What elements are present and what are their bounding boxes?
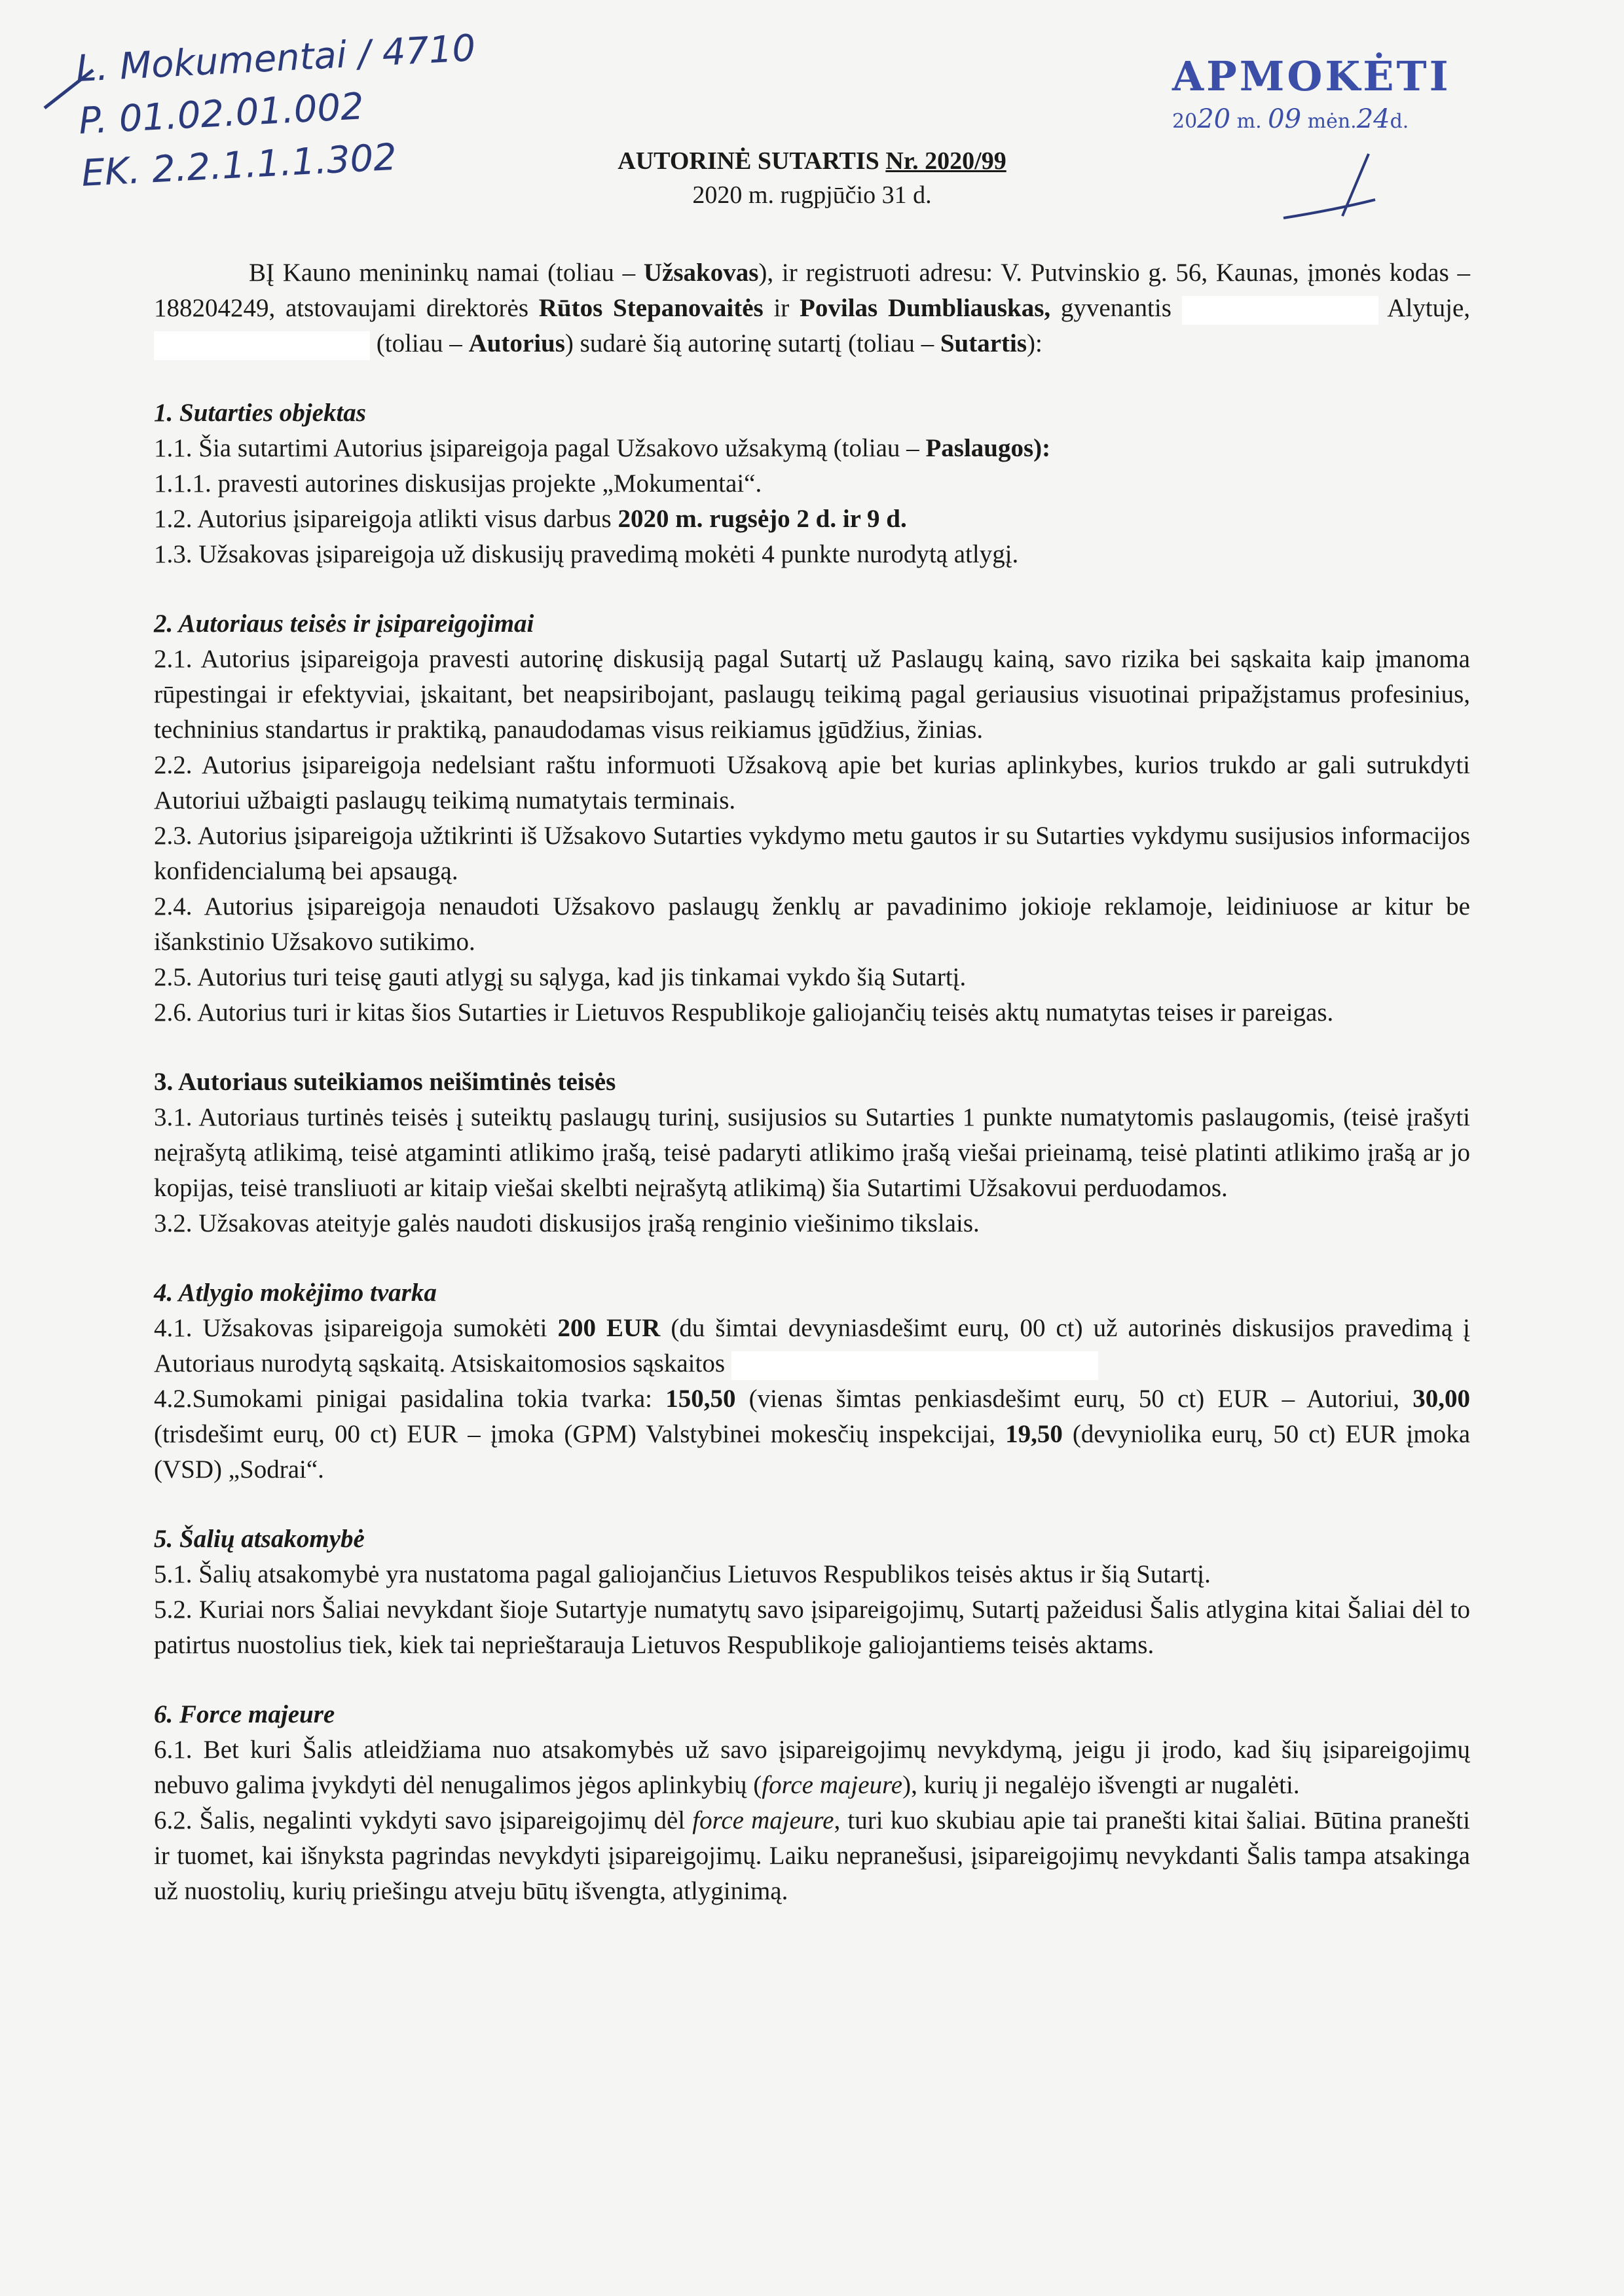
- section-1-title: 1. Sutarties objektas: [154, 399, 366, 427]
- intro-text-3: ir: [763, 294, 800, 322]
- contract-title-prefix: AUTORINĖ SUTARTIS: [618, 147, 886, 175]
- stamp-d-label: d.: [1390, 110, 1409, 133]
- clause-2-1: 2.1. Autorius įsipareigoja pravesti autorinę diskusiją pagal Sutartį už Paslaugų kainą, savo rizika bei sąskaita kaip įmanoma rūpestingai ir efektyviai, įskaitant, bet neapsiribojant, paslaugų teikimą pagal geriausius visuotinai pripažįstamus profesinius, techninius standartus ir praktiką, panaudodamas visus reikiamus įgūdžius, žinias.: [154, 645, 1470, 744]
- intro-text-2: ), ir registruoti adresu: V. Putvinskio g. 56, Kaunas, įmonės kodas – 188204249, atstovaujami direktorės: [154, 259, 1470, 322]
- pen-stroke-icon: [39, 62, 98, 115]
- contract-number: Nr. 2020/99: [885, 147, 1006, 175]
- intro-director: Rūtos Stepanovaitės: [538, 294, 764, 322]
- clause-6-2: [154, 1803, 1470, 1909]
- intro-autorius: Autorius: [468, 329, 565, 357]
- clause-4-2-vsd-amount: 19,50: [1005, 1420, 1063, 1448]
- redacted-address-2: [154, 331, 370, 360]
- redacted-address-1: [1182, 296, 1378, 325]
- stamp-m-label: m.: [1236, 110, 1262, 133]
- clause-4-2-text: 4.2.Sumokami pinigai pasidalina tokia tvarka:: [154, 1385, 666, 1413]
- contract-header: [0, 144, 1624, 212]
- clause-4-2: [154, 1381, 1470, 1487]
- clause-2-4: 2.4. Autorius įsipareigoja nenaudoti Užsakovo paslaugų ženklų ar pavadinimo jokioje reklamoje, leidiniuose ar kitur be išankstinio Užsakovo sutikimo.: [154, 892, 1470, 956]
- clause-6-1-italic: force majeure: [762, 1771, 903, 1799]
- clause-4-1-text-2: (du šimtai devyniasdešimt eurų, 00 ct) už autorinės diskusijos pravedimą į Autoriaus nurodytą sąskaitą. Atsiskaitomosios sąskaitos: [154, 1314, 1470, 1377]
- intro-author: Povilas Dumbliauskas,: [800, 294, 1051, 322]
- handwritten-line-2: P. 01.02.01.002: [77, 85, 365, 143]
- intro-text-5: Alytuje,: [1387, 294, 1471, 322]
- clause-6-2-italic: force majeure: [692, 1806, 834, 1834]
- section-4-title: 4. Atlygio mokėjimo tvarka: [154, 1279, 437, 1307]
- clause-4-1: [154, 1311, 1470, 1381]
- clause-2-6: 2.6. Autorius turi ir kitas šios Sutarties ir Lietuvos Respublikoje galiojančių teisės aktų numatytas teises ir pareigas.: [154, 998, 1334, 1027]
- intro-sutartis: Sutartis: [940, 329, 1027, 357]
- stamp-label: APMOKĖTI: [1172, 52, 1451, 100]
- clause-6-2-text-2: , turi kuo skubiau apie tai pranešti kitai šaliai. Būtina pranešti ir tuomet, kai išnyksta pagrindas nevykdyti įsipareigojimų. Laiku nepranešusi, įsipareigojimų nevykdanti Šalis tampa atsakinga už nuostolių, kurių priešingu atveju būtų išvengta, atlyginimą.: [154, 1806, 1470, 1905]
- contract-body: [154, 255, 1470, 1909]
- section-6-title: 6. Force majeure: [154, 1700, 335, 1728]
- clause-4-2-author-amount: 150,50: [665, 1385, 736, 1413]
- stamp-date: [1172, 104, 1447, 134]
- intro-text-1: BĮ Kauno menininkų namai (toliau –: [249, 259, 644, 287]
- intro-text-4: gyvenantis: [1050, 294, 1172, 322]
- clause-4-2-text-2: (vienas šimtas penkiasdešimt eurų, 50 ct) EUR – Autoriui,: [735, 1385, 1413, 1413]
- contract-date: 2020 m. rugpjūčio 31 d.: [692, 181, 932, 209]
- clause-1-3: 1.3. Užsakovas įsipareigoja už diskusijų pravedimą mokėti 4 punkte nurodytą atlygį.: [154, 540, 1019, 568]
- clause-2-5: 2.5. Autorius turi teisę gauti atlygį su sąlyga, kad jis tinkamai vykdo šią Sutartį.: [154, 963, 967, 991]
- clause-4-1-text: 4.1. Užsakovas įsipareigoja sumokėti: [154, 1314, 558, 1342]
- intro-text-7: ) sudarė šią autorinę sutartį (toliau –: [564, 329, 940, 357]
- redacted-account: [731, 1351, 1098, 1380]
- stamp-month-hw: 09: [1268, 104, 1302, 134]
- stamp-day-hw: 24: [1356, 104, 1390, 134]
- stamp-year-hw: 20: [1197, 104, 1231, 134]
- clause-5-2: 5.2. Kuriai nors Šaliai nevykdant šioje Sutartyje numatytų savo įsipareigojimų, Sutartį pažeidusi Šalis atlygina kitai Šaliai dėl to patirtus nuostolius tiek, kiek tai neprieštarauja Lietuvos Respublikoje galiojantiems teisės aktams.: [154, 1595, 1470, 1659]
- section-2-title: 2. Autoriaus teisės ir įsipareigojimai: [154, 610, 534, 638]
- clause-3-1: 3.1. Autoriaus turtinės teisės į suteiktų paslaugų turinį, susijusios su Sutarties 1 punkte numatytomis paslaugomis, (teisė įrašyti neįrašytą atlikimą, teisė atgaminti atlikimo įrašą, teisė padaryti atlikimo įrašą viešai prieinamą, teisė platinti atlikimo įrašą ar jo kopijas, teisė transliuoti ar kitaip viešai skelbti neįrašytą atlikimą) šia Sutartimi Užsakovui perduodamos.: [154, 1103, 1470, 1202]
- clause-1-1-1: 1.1.1. pravesti autorines diskusijas projekte „Mokumentai“.: [154, 469, 762, 498]
- intro-text-8: ):: [1027, 329, 1043, 357]
- stamp-men-label: mėn.: [1307, 110, 1357, 133]
- payment-stamp: [1172, 52, 1451, 134]
- clause-6-1: [154, 1732, 1470, 1803]
- clause-1-2-bold: 2020 m. rugsėjo 2 d. ir 9 d.: [618, 505, 907, 533]
- clause-6-1-text-2: ), kurių ji negalėjo išvengti ar nugalėti.: [902, 1771, 1300, 1799]
- clause-1-2: [154, 501, 1470, 537]
- clause-6-1-text: 6.1. Bet kuri Šalis atleidžiama nuo atsakomybės už savo įsipareigojimų nevykdymą, jeigu ji įrodo, kad šių įsipareigojimų nebuvo galima įvykdyti dėl nenugalimos jėgos aplinkybių (: [154, 1736, 1470, 1799]
- clause-2-3: 2.3. Autorius įsipareigoja užtikrinti iš Užsakovo Sutarties vykdymo metu gautos ir su Sutarties vykdymu susijusios informacijos konfidencialumą bei apsaugą.: [154, 822, 1470, 885]
- clause-1-2-text: 1.2. Autorius įsipareigoja atlikti visus darbus: [154, 505, 618, 533]
- clause-3-2: 3.2. Užsakovas ateityje galės naudoti diskusijos įrašą renginio viešinimo tikslais.: [154, 1209, 980, 1237]
- clause-4-2-text-3: (trisdešimt eurų, 00 ct) EUR – įmoka (GPM) Valstybinei mokesčių inspekcijai,: [154, 1420, 1006, 1448]
- clause-5-1: 5.1. Šalių atsakomybė yra nustatoma pagal galiojančius Lietuvos Respublikos teisės aktus ir šią Sutartį.: [154, 1560, 1211, 1588]
- clause-1-1: [154, 431, 1470, 466]
- handwritten-line-3: EK. 2.2.1.1.1.302: [80, 136, 398, 195]
- intro-uzsakovas: Užsakovas: [643, 259, 759, 287]
- clause-6-2-text: 6.2. Šalis, negalinti vykdyti savo įsipareigojimų dėl: [154, 1806, 693, 1834]
- contract-title: [0, 144, 1624, 178]
- clause-1-1-bold: Paslaugos):: [925, 434, 1051, 462]
- clause-4-1-amount: 200 EUR: [557, 1314, 661, 1342]
- clause-1-1-text: 1.1. Šia sutartimi Autorius įsipareigoja pagal Užsakovo užsakymą (toliau –: [154, 434, 926, 462]
- intro-paragraph: [154, 255, 1470, 361]
- stamp-year-prefix: 20: [1172, 110, 1198, 133]
- intro-text-6: (toliau –: [376, 329, 469, 357]
- section-5-title: 5. Šalių atsakomybė: [154, 1525, 365, 1553]
- clause-2-2: 2.2. Autorius įsipareigoja nedelsiant raštu informuoti Užsakovą apie bet kurias aplinkybes, kurios trukdo ar gali sutrukdyti Autoriui užbaigti paslaugų teikimą numatytais terminais.: [154, 751, 1470, 814]
- section-3-title: 3. Autoriaus suteikiamos neišimtinės teisės: [154, 1068, 616, 1096]
- handwritten-line-1: L. Mokumentai / 4710: [75, 27, 477, 91]
- clause-4-2-text-4: (devyniolika eurų, 50 ct) EUR įmoka (VSD) „Sodrai“.: [154, 1420, 1470, 1484]
- clause-4-2-gpm-amount: 30,00: [1412, 1385, 1470, 1413]
